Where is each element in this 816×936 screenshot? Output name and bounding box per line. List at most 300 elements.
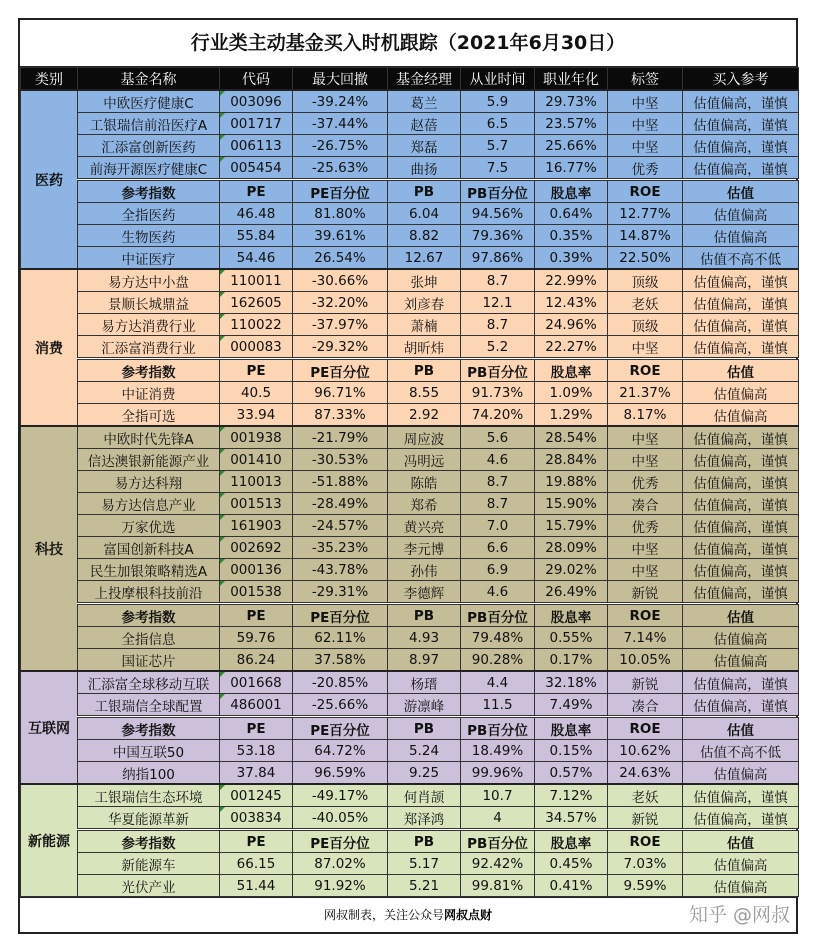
index-column-header: 参考指数 — [78, 180, 220, 203]
pe-percentile: 26.54% — [293, 247, 388, 270]
index-header-row — [21, 717, 799, 740]
column-header: 从业时间 — [461, 68, 535, 91]
buy-advice: 估值偏高，谨慎 — [683, 807, 799, 830]
index-column-header: PB — [388, 604, 461, 627]
valuation: 估值偏高 — [683, 382, 799, 404]
category-label: 医药 — [21, 90, 78, 269]
watermark: 知乎 @网叔 — [688, 904, 790, 926]
index-column-header: ROE — [608, 359, 683, 382]
index-name: 全指信息 — [78, 627, 220, 649]
pb-percentile: 99.96% — [461, 762, 535, 785]
buy-advice: 估值偏高，谨慎 — [683, 292, 799, 314]
fund-row — [21, 493, 799, 515]
pb-percentile: 97.86% — [461, 247, 535, 270]
index-column-header: PE — [220, 359, 293, 382]
years-experience: 5.6 — [461, 426, 535, 449]
fund-code: 003096 — [220, 90, 293, 113]
index-column-header: 估值 — [683, 604, 799, 627]
index-column-header: PB — [388, 717, 461, 740]
dividend-yield: 0.57% — [535, 762, 608, 785]
fund-name: 中欧医疗健康C — [78, 90, 220, 113]
index-name: 全指可选 — [78, 404, 220, 427]
tag: 凑合 — [608, 493, 683, 515]
max-drawdown: -49.17% — [293, 784, 388, 807]
years-experience: 8.7 — [461, 493, 535, 515]
column-header: 基金经理 — [388, 68, 461, 91]
years-experience: 5.2 — [461, 336, 535, 359]
index-column-header: PE百分位 — [293, 717, 388, 740]
index-row — [21, 203, 799, 225]
fund-code: 003834 — [220, 807, 293, 830]
roe: 14.87% — [608, 225, 683, 247]
buy-advice: 估值偏高，谨慎 — [683, 694, 799, 717]
annualized-return: 28.54% — [535, 426, 608, 449]
years-experience: 12.1 — [461, 292, 535, 314]
index-column-header: PB百分位 — [461, 830, 535, 853]
max-drawdown: -29.31% — [293, 581, 388, 604]
fund-manager: 李元博 — [388, 537, 461, 559]
index-column-header: PB百分位 — [461, 180, 535, 203]
index-column-header: ROE — [608, 180, 683, 203]
index-column-header: PE百分位 — [293, 180, 388, 203]
dividend-yield: 0.17% — [535, 649, 608, 672]
index-column-header: 股息率 — [535, 604, 608, 627]
tag: 中坚 — [608, 426, 683, 449]
max-drawdown: -35.23% — [293, 537, 388, 559]
index-row — [21, 382, 799, 404]
annualized-return: 19.88% — [535, 471, 608, 493]
pe: 59.76 — [220, 627, 293, 649]
max-drawdown: -30.66% — [293, 269, 388, 292]
pe-percentile: 81.80% — [293, 203, 388, 225]
index-column-header: PB百分位 — [461, 604, 535, 627]
fund-name: 民生加银策略精选A — [78, 559, 220, 581]
years-experience: 6.9 — [461, 559, 535, 581]
dividend-yield: 0.35% — [535, 225, 608, 247]
tag: 中坚 — [608, 90, 683, 113]
fund-code: 161903 — [220, 515, 293, 537]
fund-code: 000083 — [220, 336, 293, 359]
max-drawdown: -51.88% — [293, 471, 388, 493]
valuation: 估值偏高 — [683, 649, 799, 672]
pe: 37.84 — [220, 762, 293, 785]
index-column-header: PB — [388, 359, 461, 382]
tag: 老妖 — [608, 292, 683, 314]
valuation: 估值偏高 — [683, 225, 799, 247]
index-column-header: 股息率 — [535, 359, 608, 382]
max-drawdown: -26.75% — [293, 135, 388, 157]
index-name: 生物医药 — [78, 225, 220, 247]
index-name: 全指医药 — [78, 203, 220, 225]
category-label: 消费 — [21, 269, 78, 426]
annualized-return: 32.18% — [535, 671, 608, 694]
fund-name: 前海开源医疗健康C — [78, 157, 220, 180]
fund-code: 002692 — [220, 537, 293, 559]
years-experience: 11.5 — [461, 694, 535, 717]
tag: 老妖 — [608, 784, 683, 807]
fund-row — [21, 515, 799, 537]
index-column-header: PB — [388, 830, 461, 853]
pb: 8.55 — [388, 382, 461, 404]
pe: 40.5 — [220, 382, 293, 404]
annualized-return: 26.49% — [535, 581, 608, 604]
max-drawdown: -20.85% — [293, 671, 388, 694]
column-header: 职业年化 — [535, 68, 608, 91]
buy-advice: 估值偏高，谨慎 — [683, 784, 799, 807]
fund-code: 001938 — [220, 426, 293, 449]
years-experience: 4.6 — [461, 449, 535, 471]
index-row — [21, 875, 799, 897]
fund-manager: 葛兰 — [388, 90, 461, 113]
pb: 2.92 — [388, 404, 461, 427]
dividend-yield: 1.29% — [535, 404, 608, 427]
tag: 中坚 — [608, 135, 683, 157]
valuation: 估值偏高 — [683, 404, 799, 427]
fund-row — [21, 336, 799, 359]
index-name: 纳指100 — [78, 762, 220, 785]
index-name: 中证医疗 — [78, 247, 220, 270]
pe: 66.15 — [220, 853, 293, 875]
index-column-header: 股息率 — [535, 830, 608, 853]
index-column-header: PE — [220, 717, 293, 740]
fund-name: 易方达消费行业 — [78, 314, 220, 336]
fund-name: 易方达科翔 — [78, 471, 220, 493]
fund-code: 000136 — [220, 559, 293, 581]
years-experience: 4 — [461, 807, 535, 830]
max-drawdown: -40.05% — [293, 807, 388, 830]
footer-account: 网叔点财 — [444, 908, 493, 922]
index-name: 光伏产业 — [78, 875, 220, 897]
pe: 33.94 — [220, 404, 293, 427]
annualized-return: 22.27% — [535, 336, 608, 359]
index-column-header: 估值 — [683, 717, 799, 740]
roe: 24.63% — [608, 762, 683, 785]
max-drawdown: -21.79% — [293, 426, 388, 449]
index-column-header: 股息率 — [535, 717, 608, 740]
column-header: 基金名称 — [78, 68, 220, 91]
footer — [20, 897, 796, 932]
column-header: 类别 — [21, 68, 78, 91]
pe: 54.46 — [220, 247, 293, 270]
pb-percentile: 18.49% — [461, 740, 535, 762]
index-column-header: PE百分位 — [293, 604, 388, 627]
roe: 22.50% — [608, 247, 683, 270]
index-row — [21, 404, 799, 427]
valuation: 估值偏高 — [683, 203, 799, 225]
roe: 12.77% — [608, 203, 683, 225]
roe: 9.59% — [608, 875, 683, 897]
tag: 顶级 — [608, 269, 683, 292]
fund-code: 486001 — [220, 694, 293, 717]
pb: 5.24 — [388, 740, 461, 762]
fund-code: 110013 — [220, 471, 293, 493]
fund-manager: 游凛峰 — [388, 694, 461, 717]
roe: 10.62% — [608, 740, 683, 762]
dividend-yield: 0.15% — [535, 740, 608, 762]
index-column-header: 股息率 — [535, 180, 608, 203]
fund-row — [21, 581, 799, 604]
dividend-yield: 0.55% — [535, 627, 608, 649]
fund-manager: 孙伟 — [388, 559, 461, 581]
index-column-header: PE百分位 — [293, 359, 388, 382]
category-label: 新能源 — [21, 784, 78, 897]
valuation: 估值不高不低 — [683, 247, 799, 270]
fund-manager: 曲扬 — [388, 157, 461, 180]
tag: 凑合 — [608, 694, 683, 717]
fund-name: 华夏能源革新 — [78, 807, 220, 830]
years-experience: 10.7 — [461, 784, 535, 807]
fund-tracking-sheet — [18, 18, 798, 934]
tag: 顶级 — [608, 314, 683, 336]
column-header: 最大回撤 — [293, 68, 388, 91]
years-experience: 8.7 — [461, 471, 535, 493]
tag: 优秀 — [608, 157, 683, 180]
years-experience: 6.6 — [461, 537, 535, 559]
buy-advice: 估值偏高，谨慎 — [683, 581, 799, 604]
pb: 4.93 — [388, 627, 461, 649]
fund-manager: 张坤 — [388, 269, 461, 292]
column-header: 代码 — [220, 68, 293, 91]
years-experience: 5.9 — [461, 90, 535, 113]
pb: 6.04 — [388, 203, 461, 225]
pe-percentile: 39.61% — [293, 225, 388, 247]
fund-name: 易方达信息产业 — [78, 493, 220, 515]
fund-row — [21, 269, 799, 292]
fund-name: 工银瑞信前沿医疗A — [78, 113, 220, 135]
index-name: 中证消费 — [78, 382, 220, 404]
max-drawdown: -30.53% — [293, 449, 388, 471]
annualized-return: 29.02% — [535, 559, 608, 581]
annualized-return: 34.57% — [535, 807, 608, 830]
header-row — [21, 68, 799, 91]
fund-name: 汇添富全球移动互联 — [78, 671, 220, 694]
pe: 46.48 — [220, 203, 293, 225]
pe-percentile: 64.72% — [293, 740, 388, 762]
years-experience: 7.5 — [461, 157, 535, 180]
buy-advice: 估值偏高，谨慎 — [683, 449, 799, 471]
index-column-header: PE — [220, 180, 293, 203]
valuation: 估值偏高 — [683, 853, 799, 875]
valuation: 估值偏高 — [683, 875, 799, 897]
pe: 86.24 — [220, 649, 293, 672]
pb-percentile: 99.81% — [461, 875, 535, 897]
fund-name: 工银瑞信生态环境 — [78, 784, 220, 807]
fund-row — [21, 90, 799, 113]
fund-code: 001513 — [220, 493, 293, 515]
valuation: 估值偏高 — [683, 627, 799, 649]
fund-manager: 萧楠 — [388, 314, 461, 336]
buy-advice: 估值偏高，谨慎 — [683, 559, 799, 581]
fund-code: 001410 — [220, 449, 293, 471]
index-row — [21, 225, 799, 247]
pb: 8.97 — [388, 649, 461, 672]
pb: 9.25 — [388, 762, 461, 785]
buy-advice: 估值偏高，谨慎 — [683, 157, 799, 180]
fund-name: 汇添富创新医药 — [78, 135, 220, 157]
index-row — [21, 627, 799, 649]
fund-manager: 赵蓓 — [388, 113, 461, 135]
buy-advice: 估值偏高，谨慎 — [683, 426, 799, 449]
buy-advice: 估值偏高，谨慎 — [683, 471, 799, 493]
pb-percentile: 90.28% — [461, 649, 535, 672]
fund-row — [21, 292, 799, 314]
fund-row — [21, 537, 799, 559]
index-column-header: PB — [388, 180, 461, 203]
fund-manager: 刘彦春 — [388, 292, 461, 314]
fund-manager: 李德辉 — [388, 581, 461, 604]
index-header-row — [21, 604, 799, 627]
index-column-header: PB百分位 — [461, 359, 535, 382]
fund-row — [21, 807, 799, 830]
category-label: 互联网 — [21, 671, 78, 784]
index-row — [21, 762, 799, 785]
annualized-return: 23.57% — [535, 113, 608, 135]
fund-name: 信达澳银新能源产业 — [78, 449, 220, 471]
fund-name: 汇添富消费行业 — [78, 336, 220, 359]
fund-row — [21, 314, 799, 336]
fund-name: 工银瑞信全球配置 — [78, 694, 220, 717]
category-label: 科技 — [21, 426, 78, 671]
fund-name: 景顺长城鼎益 — [78, 292, 220, 314]
index-header-row — [21, 830, 799, 853]
fund-manager: 杨瑨 — [388, 671, 461, 694]
fund-row — [21, 694, 799, 717]
index-column-header: 估值 — [683, 359, 799, 382]
fund-manager: 郑泽鸿 — [388, 807, 461, 830]
index-column-header: 参考指数 — [78, 604, 220, 627]
index-column-header: 参考指数 — [78, 830, 220, 853]
fund-manager: 胡昕炜 — [388, 336, 461, 359]
tag: 中坚 — [608, 449, 683, 471]
fund-row — [21, 671, 799, 694]
buy-advice: 估值偏高，谨慎 — [683, 90, 799, 113]
index-column-header: PE — [220, 604, 293, 627]
pe-percentile: 96.71% — [293, 382, 388, 404]
annualized-return: 25.66% — [535, 135, 608, 157]
pb-percentile: 74.20% — [461, 404, 535, 427]
index-column-header: 估值 — [683, 830, 799, 853]
max-drawdown: -29.32% — [293, 336, 388, 359]
index-header-row — [21, 359, 799, 382]
index-row — [21, 247, 799, 270]
tag: 中坚 — [608, 559, 683, 581]
max-drawdown: -37.97% — [293, 314, 388, 336]
fund-manager: 郑磊 — [388, 135, 461, 157]
fund-manager: 陈皓 — [388, 471, 461, 493]
pe-percentile: 96.59% — [293, 762, 388, 785]
tag: 新锐 — [608, 807, 683, 830]
index-column-header: ROE — [608, 830, 683, 853]
buy-advice: 估值偏高，谨慎 — [683, 336, 799, 359]
fund-code: 006113 — [220, 135, 293, 157]
years-experience: 4.4 — [461, 671, 535, 694]
fund-row — [21, 157, 799, 180]
max-drawdown: -32.20% — [293, 292, 388, 314]
fund-manager: 郑希 — [388, 493, 461, 515]
fund-code: 001668 — [220, 671, 293, 694]
roe: 7.14% — [608, 627, 683, 649]
footer-text: 网叔制表，关注公众号 — [323, 908, 444, 922]
buy-advice: 估值偏高，谨慎 — [683, 314, 799, 336]
pb-percentile: 91.73% — [461, 382, 535, 404]
years-experience: 8.7 — [461, 269, 535, 292]
fund-code: 110011 — [220, 269, 293, 292]
buy-advice: 估值偏高，谨慎 — [683, 515, 799, 537]
annualized-return: 24.96% — [535, 314, 608, 336]
index-column-header: ROE — [608, 717, 683, 740]
pb-percentile: 94.56% — [461, 203, 535, 225]
annualized-return: 15.90% — [535, 493, 608, 515]
fund-code: 001717 — [220, 113, 293, 135]
roe: 8.17% — [608, 404, 683, 427]
index-column-header: ROE — [608, 604, 683, 627]
buy-advice: 估值偏高，谨慎 — [683, 269, 799, 292]
years-experience: 7.0 — [461, 515, 535, 537]
annualized-return: 28.84% — [535, 449, 608, 471]
dividend-yield: 0.41% — [535, 875, 608, 897]
dividend-yield: 0.64% — [535, 203, 608, 225]
max-drawdown: -37.44% — [293, 113, 388, 135]
index-column-header: 参考指数 — [78, 717, 220, 740]
fund-manager: 黄兴亮 — [388, 515, 461, 537]
annualized-return: 7.49% — [535, 694, 608, 717]
annualized-return: 22.99% — [535, 269, 608, 292]
column-header: 标签 — [608, 68, 683, 91]
fund-row — [21, 426, 799, 449]
index-column-header: PE百分位 — [293, 830, 388, 853]
buy-advice: 估值偏高，谨慎 — [683, 135, 799, 157]
roe: 21.37% — [608, 382, 683, 404]
pe: 55.84 — [220, 225, 293, 247]
annualized-return: 15.79% — [535, 515, 608, 537]
tag: 新锐 — [608, 671, 683, 694]
index-header-row — [21, 180, 799, 203]
dividend-yield: 0.45% — [535, 853, 608, 875]
index-column-header: 参考指数 — [78, 359, 220, 382]
annualized-return: 12.43% — [535, 292, 608, 314]
dividend-yield: 0.39% — [535, 247, 608, 270]
pb-percentile: 79.48% — [461, 627, 535, 649]
buy-advice: 估值偏高，谨慎 — [683, 537, 799, 559]
index-column-header: PE — [220, 830, 293, 853]
pe: 53.18 — [220, 740, 293, 762]
tag: 中坚 — [608, 537, 683, 559]
pe-percentile: 62.11% — [293, 627, 388, 649]
years-experience: 6.5 — [461, 113, 535, 135]
tag: 优秀 — [608, 515, 683, 537]
tag: 优秀 — [608, 471, 683, 493]
fund-row — [21, 559, 799, 581]
max-drawdown: -43.78% — [293, 559, 388, 581]
tag: 中坚 — [608, 113, 683, 135]
fund-row — [21, 449, 799, 471]
roe: 7.03% — [608, 853, 683, 875]
pe-percentile: 91.92% — [293, 875, 388, 897]
pe-percentile: 87.33% — [293, 404, 388, 427]
index-row — [21, 740, 799, 762]
buy-advice: 估值偏高，谨慎 — [683, 113, 799, 135]
pb: 5.21 — [388, 875, 461, 897]
pe: 51.44 — [220, 875, 293, 897]
max-drawdown: -25.63% — [293, 157, 388, 180]
fund-table — [20, 67, 799, 897]
column-header: 买入参考 — [683, 68, 799, 91]
fund-name: 中欧时代先锋A — [78, 426, 220, 449]
pe-percentile: 37.58% — [293, 649, 388, 672]
fund-name: 富国创新科技A — [78, 537, 220, 559]
tag: 新锐 — [608, 581, 683, 604]
max-drawdown: -25.66% — [293, 694, 388, 717]
